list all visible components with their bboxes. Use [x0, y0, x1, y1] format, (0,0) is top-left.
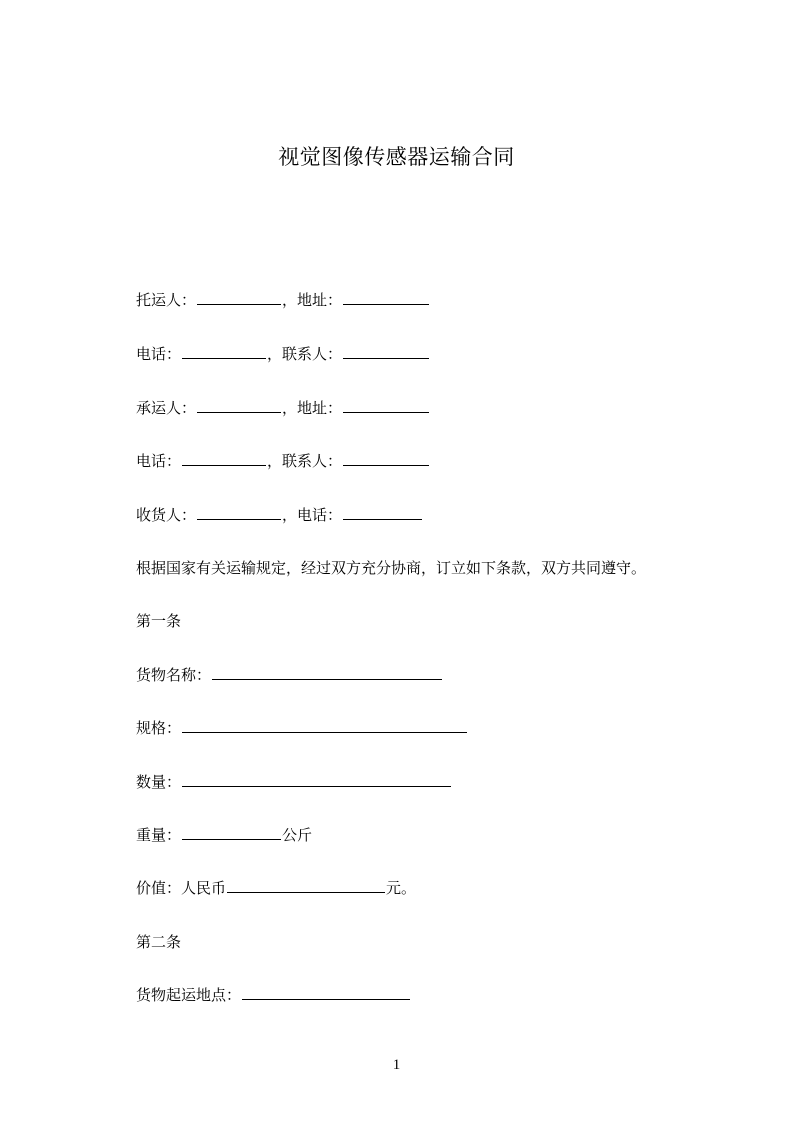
value-unit: 元。 [386, 879, 417, 897]
weight-unit: 公斤 [282, 826, 313, 844]
quantity-line [136, 771, 452, 793]
quantity-label: 数量： [136, 773, 182, 791]
separator: ， [282, 291, 298, 309]
shipper-contact-line [136, 343, 430, 365]
separator: ， [282, 399, 298, 417]
carrier-label: 承运人： [136, 399, 197, 417]
separator: ， [267, 345, 283, 363]
goods-name-label: 货物名称： [136, 666, 212, 684]
weight-line [136, 824, 312, 846]
shipper-line [136, 289, 430, 311]
shipper-address-label: 地址： [297, 291, 343, 309]
shipper-name-blank[interactable] [197, 289, 281, 305]
article-2-heading: 第二条 [136, 933, 182, 951]
separator: ， [282, 506, 298, 524]
carrier-contact-person-label: 联系人： [282, 452, 343, 470]
article-1-heading: 第一条 [136, 612, 182, 630]
consignee-name-blank[interactable] [197, 504, 281, 520]
separator: ， [267, 452, 283, 470]
shipper-phone-label: 电话： [136, 345, 182, 363]
document-title: 视觉图像传感器运输合同 [278, 145, 515, 169]
spec-label: 规格： [136, 719, 182, 737]
shipper-address-blank[interactable] [343, 289, 429, 305]
carrier-address-blank[interactable] [343, 397, 429, 413]
preamble-text: 根据国家有关运输规定，经过双方充分协商，订立如下条款，双方共同遵守。 [136, 559, 647, 577]
quantity-blank[interactable] [182, 771, 451, 787]
consignee-line [136, 504, 423, 526]
shipper-phone-blank[interactable] [182, 343, 266, 359]
spec-blank[interactable] [182, 717, 467, 733]
shipper-contact-person-blank[interactable] [343, 343, 429, 359]
value-blank[interactable] [227, 877, 385, 893]
carrier-address-label: 地址： [297, 399, 343, 417]
carrier-phone-label: 电话： [136, 452, 182, 470]
consignee-phone-blank[interactable] [343, 504, 422, 520]
weight-blank[interactable] [182, 824, 281, 840]
page-number: 1 [392, 1057, 401, 1073]
carrier-phone-blank[interactable] [182, 450, 266, 466]
weight-label: 重量： [136, 826, 182, 844]
consignee-phone-label: 电话： [297, 506, 343, 524]
value-label: 价值：人民币 [136, 879, 227, 897]
carrier-contact-person-blank[interactable] [343, 450, 429, 466]
carrier-name-blank[interactable] [197, 397, 281, 413]
goods-name-line [136, 664, 443, 686]
spec-line [136, 717, 468, 739]
carrier-contact-line [136, 450, 430, 472]
shipper-label: 托运人： [136, 291, 197, 309]
value-line [136, 877, 416, 899]
carrier-line [136, 397, 430, 419]
origin-line [136, 984, 411, 1006]
origin-label: 货物起运地点： [136, 986, 242, 1004]
goods-name-blank[interactable] [212, 664, 442, 680]
origin-blank[interactable] [242, 984, 410, 1000]
consignee-label: 收货人： [136, 506, 197, 524]
shipper-contact-person-label: 联系人： [282, 345, 343, 363]
